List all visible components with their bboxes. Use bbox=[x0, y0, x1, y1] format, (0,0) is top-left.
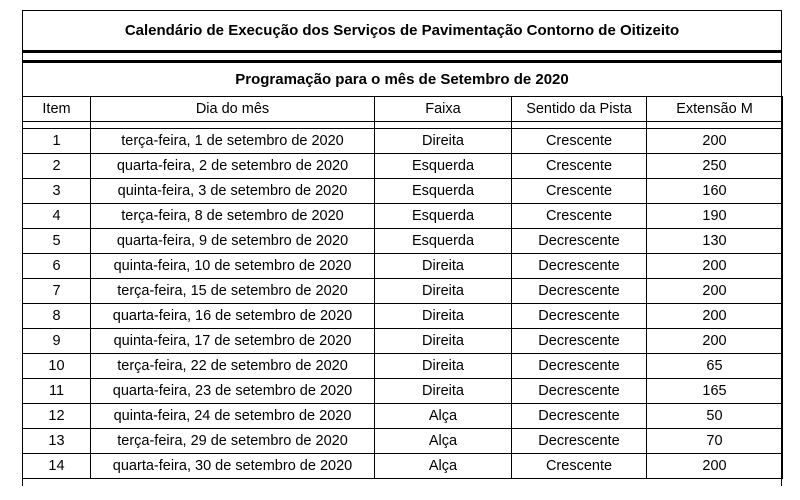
lane-cell: Esquerda bbox=[375, 179, 512, 204]
column-header-direction: Sentido da Pista bbox=[512, 97, 647, 122]
day-cell: quarta-feira, 23 de setembro de 2020 bbox=[91, 379, 375, 404]
item-cell: 14 bbox=[23, 454, 91, 479]
table-header-row bbox=[23, 97, 783, 122]
table-row bbox=[23, 329, 783, 354]
column-header-lane: Faixa bbox=[375, 97, 512, 122]
column-header-length: Extensão M bbox=[647, 97, 783, 122]
direction-cell: Crescente bbox=[512, 204, 647, 229]
direction-cell: Decrescente bbox=[512, 254, 647, 279]
schedule-table bbox=[22, 96, 783, 479]
length-cell: 130 bbox=[647, 229, 783, 254]
item-cell: 7 bbox=[23, 279, 91, 304]
length-cell: 50 bbox=[647, 404, 783, 429]
lane-cell: Direita bbox=[375, 279, 512, 304]
direction-cell: Crescente bbox=[512, 454, 647, 479]
direction-cell: Decrescente bbox=[512, 429, 647, 454]
length-cell: 200 bbox=[647, 279, 783, 304]
item-cell: 5 bbox=[23, 229, 91, 254]
lane-cell: Direita bbox=[375, 254, 512, 279]
day-cell: quinta-feira, 17 de setembro de 2020 bbox=[91, 329, 375, 354]
length-cell: 160 bbox=[647, 179, 783, 204]
table-row bbox=[23, 129, 783, 154]
length-cell: 200 bbox=[647, 329, 783, 354]
direction-cell: Crescente bbox=[512, 154, 647, 179]
lane-cell: Alça bbox=[375, 454, 512, 479]
document-title: Calendário de Execução dos Serviços de Pavimentação Contorno de Oitizeito bbox=[124, 21, 680, 39]
item-cell: 3 bbox=[23, 179, 91, 204]
table-row bbox=[23, 304, 783, 329]
lane-cell: Direita bbox=[375, 379, 512, 404]
length-cell: 200 bbox=[647, 454, 783, 479]
lane-cell: Direita bbox=[375, 129, 512, 154]
length-cell: 65 bbox=[647, 354, 783, 379]
lane-cell: Direita bbox=[375, 304, 512, 329]
item-cell: 10 bbox=[23, 354, 91, 379]
direction-cell: Decrescente bbox=[512, 404, 647, 429]
length-cell: 250 bbox=[647, 154, 783, 179]
lane-cell: Esquerda bbox=[375, 229, 512, 254]
day-cell: quarta-feira, 9 de setembro de 2020 bbox=[91, 229, 375, 254]
table-row bbox=[23, 379, 783, 404]
column-header-item: Item bbox=[23, 97, 91, 122]
direction-cell: Decrescente bbox=[512, 329, 647, 354]
document-subtitle: Programação para o mês de Setembro de 2020 bbox=[235, 70, 569, 88]
title-divider bbox=[22, 50, 782, 53]
item-cell: 1 bbox=[23, 129, 91, 154]
table-row bbox=[23, 404, 783, 429]
table-row bbox=[23, 229, 783, 254]
item-cell: 13 bbox=[23, 429, 91, 454]
length-cell: 200 bbox=[647, 254, 783, 279]
column-header-day: Dia do mês bbox=[91, 97, 375, 122]
day-cell: terça-feira, 15 de setembro de 2020 bbox=[91, 279, 375, 304]
day-cell: quinta-feira, 10 de setembro de 2020 bbox=[91, 254, 375, 279]
table-row bbox=[23, 354, 783, 379]
item-cell: 9 bbox=[23, 329, 91, 354]
day-cell: terça-feira, 29 de setembro de 2020 bbox=[91, 429, 375, 454]
direction-cell: Decrescente bbox=[512, 304, 647, 329]
item-cell: 2 bbox=[23, 154, 91, 179]
table-row bbox=[23, 254, 783, 279]
day-cell: quarta-feira, 16 de setembro de 2020 bbox=[91, 304, 375, 329]
length-cell: 200 bbox=[647, 129, 783, 154]
item-cell: 4 bbox=[23, 204, 91, 229]
schedule-sheet bbox=[22, 10, 782, 486]
direction-cell: Decrescente bbox=[512, 229, 647, 254]
table-row bbox=[23, 279, 783, 304]
item-cell: 11 bbox=[23, 379, 91, 404]
item-cell: 6 bbox=[23, 254, 91, 279]
direction-cell: Crescente bbox=[512, 179, 647, 204]
day-cell: quinta-feira, 3 de setembro de 2020 bbox=[91, 179, 375, 204]
day-cell: quarta-feira, 2 de setembro de 2020 bbox=[91, 154, 375, 179]
day-cell: terça-feira, 8 de setembro de 2020 bbox=[91, 204, 375, 229]
table-row bbox=[23, 204, 783, 229]
day-cell: quinta-feira, 24 de setembro de 2020 bbox=[91, 404, 375, 429]
length-cell: 200 bbox=[647, 304, 783, 329]
day-cell: terça-feira, 1 de setembro de 2020 bbox=[91, 129, 375, 154]
length-cell: 70 bbox=[647, 429, 783, 454]
table-row bbox=[23, 179, 783, 204]
length-cell: 190 bbox=[647, 204, 783, 229]
item-cell: 12 bbox=[23, 404, 91, 429]
lane-cell: Alça bbox=[375, 429, 512, 454]
item-cell: 8 bbox=[23, 304, 91, 329]
direction-cell: Decrescente bbox=[512, 279, 647, 304]
day-cell: terça-feira, 22 de setembro de 2020 bbox=[91, 354, 375, 379]
lane-cell: Direita bbox=[375, 329, 512, 354]
lane-cell: Direita bbox=[375, 354, 512, 379]
lane-cell: Alça bbox=[375, 404, 512, 429]
day-cell: quarta-feira, 30 de setembro de 2020 bbox=[91, 454, 375, 479]
lane-cell: Esquerda bbox=[375, 204, 512, 229]
table-row bbox=[23, 429, 783, 454]
length-cell: 165 bbox=[647, 379, 783, 404]
lane-cell: Esquerda bbox=[375, 154, 512, 179]
header-spacer-row bbox=[23, 122, 783, 129]
direction-cell: Decrescente bbox=[512, 379, 647, 404]
table-row bbox=[23, 154, 783, 179]
table-row bbox=[23, 454, 783, 479]
direction-cell: Decrescente bbox=[512, 354, 647, 379]
direction-cell: Crescente bbox=[512, 129, 647, 154]
